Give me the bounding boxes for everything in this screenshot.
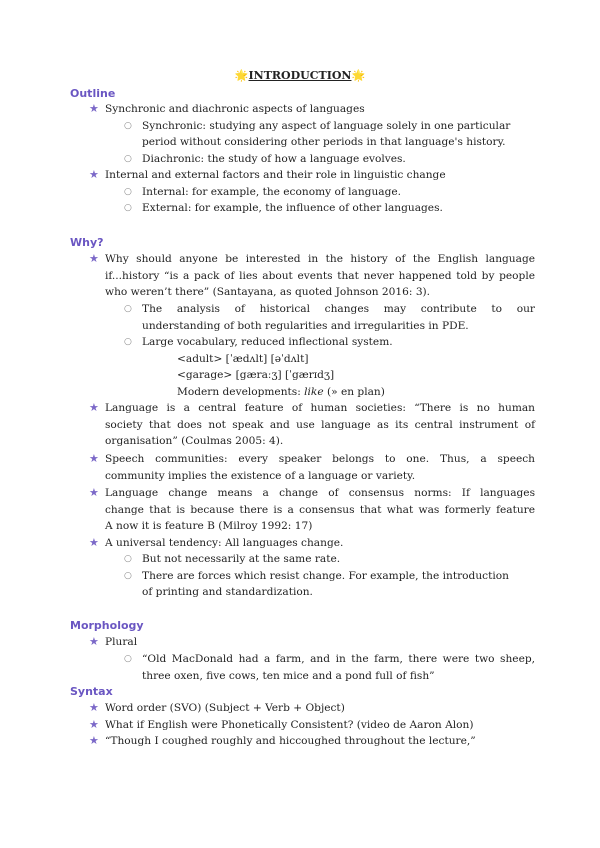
why-sub-1-line: understanding of both regularities and irregularities in PDE. bbox=[142, 319, 469, 332]
morphology-sub bbox=[142, 651, 535, 684]
star-bullet-icon: ★ bbox=[89, 102, 99, 115]
why-change-line: change that is because there is a consensus that what was formerly feature bbox=[105, 503, 535, 516]
syntax-item-1: Word order (SVO) (Subject + Verb + Object) bbox=[105, 702, 345, 714]
star-bullet-icon: ★ bbox=[89, 401, 99, 414]
why-change-line: Language change means a change of consensus norms: If languages bbox=[105, 487, 535, 499]
why-language-line: organisation” (Coulmas 2005: 4). bbox=[105, 435, 284, 447]
outline-item-2-sub-2: External: for example, the influence of other languages. bbox=[142, 202, 443, 214]
star-bullet-icon: ★ bbox=[89, 452, 99, 465]
why-universal-sub-2: There are forces which resist change. For example, the introduction bbox=[142, 570, 509, 582]
why-language-line: society that does not speak and use language as its central instrument of bbox=[105, 418, 535, 431]
circle-bullet-icon: ○ bbox=[124, 571, 132, 581]
circle-bullet-icon: ○ bbox=[124, 554, 132, 564]
title-text: INTRODUCTION bbox=[248, 69, 352, 82]
why-question-line: if...history “is a pack of lies about events that never happened told by people bbox=[105, 269, 535, 282]
circle-bullet-icon: ○ bbox=[124, 337, 132, 347]
star-bullet-icon: ★ bbox=[89, 252, 99, 265]
example-modern bbox=[177, 384, 385, 401]
example-modern-label: Modern developments: bbox=[177, 386, 305, 398]
why-sub-1 bbox=[142, 301, 535, 334]
why-language bbox=[105, 400, 535, 450]
page-title bbox=[0, 69, 600, 82]
star-bullet-icon: ★ bbox=[89, 701, 99, 714]
why-universal-sub-1: But not necessarily at the same rate. bbox=[142, 553, 341, 565]
why-sub-1-line: The analysis of historical changes may contribute to our bbox=[142, 303, 535, 315]
why-speech-line: Speech communities: every speaker belongs to one. Thus, a speech bbox=[105, 453, 535, 465]
star-bullet-icon: ★ bbox=[89, 536, 99, 549]
why-sub-2: Large vocabulary, reduced inflectional system. bbox=[142, 336, 393, 348]
star-bullet-icon: ★ bbox=[89, 718, 99, 731]
morphology-sub-line: three oxen, five cows, ten mice and a pond full of fish” bbox=[142, 669, 435, 682]
why-universal-sub-2-cont: of printing and standardization. bbox=[142, 586, 313, 598]
why-change-line: A now it is feature B (Milroy 1992: 17) bbox=[105, 520, 313, 532]
why-speech bbox=[105, 451, 535, 484]
example-like: like bbox=[304, 386, 324, 398]
outline-item-2-sub-1: Internal: for example, the economy of language. bbox=[142, 186, 401, 198]
star-bullet-icon: ★ bbox=[89, 734, 99, 747]
why-question-line: Why should anyone be interested in the history of the English language bbox=[105, 253, 535, 265]
example-garage: <garage> [gæraːʒ] [ˈgærɪdʒ] bbox=[177, 369, 335, 381]
outline-item-1-sub-2: Diachronic: the study of how a language evolves. bbox=[142, 153, 406, 165]
star-icon: 🌟 bbox=[234, 69, 249, 82]
outline-item-1-sub-1-cont: period without considering other periods in that language's history. bbox=[142, 136, 506, 148]
outline-item-1-sub-1: Synchronic: studying any aspect of language solely in one particular bbox=[142, 120, 511, 132]
example-modern-note: (» en plan) bbox=[323, 386, 385, 398]
star-icon: 🌟 bbox=[351, 69, 366, 82]
why-change bbox=[105, 485, 535, 535]
why-question-line: who weren’t there” (Santayana, as quoted Johnson 2016: 3). bbox=[105, 286, 431, 298]
circle-bullet-icon: ○ bbox=[124, 654, 132, 664]
syntax-item-3: “Though I coughed roughly and hiccoughed throughout the lecture,” bbox=[105, 735, 476, 747]
why-universal: A universal tendency: All languages change. bbox=[105, 537, 344, 549]
outline-item-1: Synchronic and diachronic aspects of languages bbox=[105, 103, 365, 115]
circle-bullet-icon: ○ bbox=[124, 203, 132, 213]
star-bullet-icon: ★ bbox=[89, 486, 99, 499]
heading-syntax: Syntax bbox=[70, 685, 113, 698]
circle-bullet-icon: ○ bbox=[124, 121, 132, 131]
heading-morphology: Morphology bbox=[70, 619, 144, 632]
example-adult: <adult> [ˈædʌlt] [əˈdʌlt] bbox=[177, 353, 309, 365]
heading-outline: Outline bbox=[70, 87, 116, 100]
circle-bullet-icon: ○ bbox=[124, 304, 132, 314]
why-speech-line: community implies the existence of a language or variety. bbox=[105, 469, 416, 482]
syntax-item-2: What if English were Phonetically Consistent? (video de Aaron Alon) bbox=[105, 719, 474, 731]
why-question bbox=[105, 251, 535, 301]
morphology-item: Plural bbox=[105, 636, 138, 648]
morphology-sub-line: “Old MacDonald had a farm, and in the farm, there were two sheep, bbox=[142, 653, 535, 665]
circle-bullet-icon: ○ bbox=[124, 187, 132, 197]
star-bullet-icon: ★ bbox=[89, 168, 99, 181]
why-language-line: Language is a central feature of human societies: “There is no human bbox=[105, 402, 535, 414]
outline-item-2: Internal and external factors and their role in linguistic change bbox=[105, 169, 446, 181]
heading-why: Why? bbox=[70, 236, 104, 249]
circle-bullet-icon: ○ bbox=[124, 154, 132, 164]
star-bullet-icon: ★ bbox=[89, 635, 99, 648]
